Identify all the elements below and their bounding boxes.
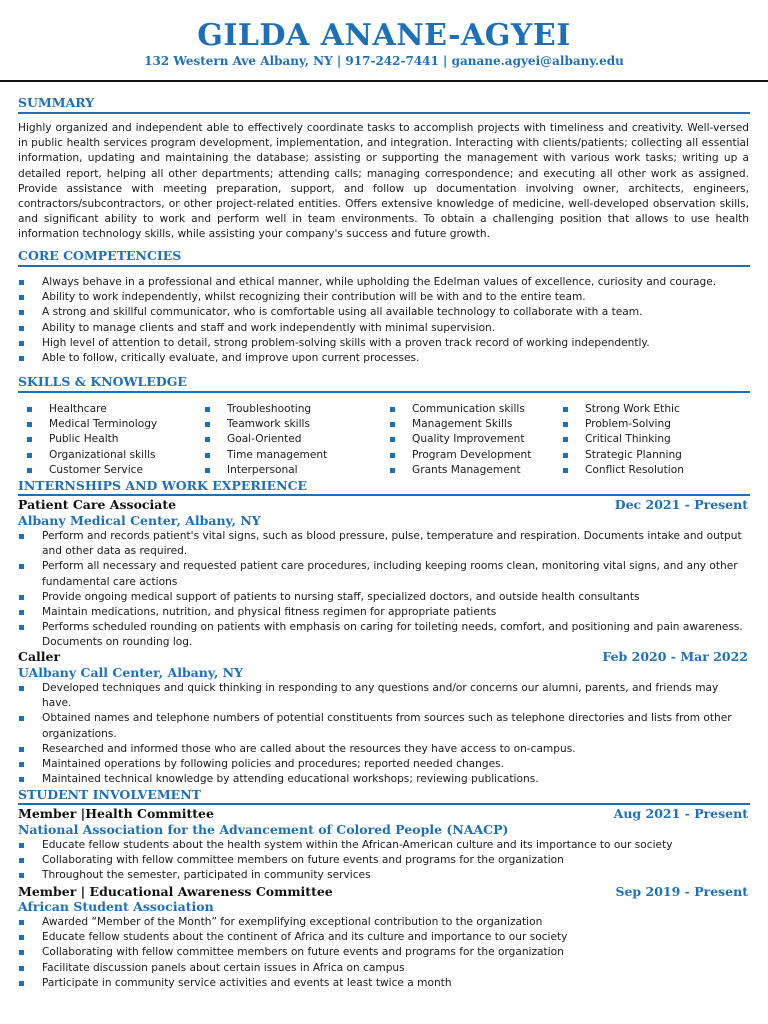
bullet-icon [390,437,395,442]
list-item: Developed techniques and quick thinking in responding to any questions and/or concerns our alumni, parents, and friends may have. [18,681,750,711]
bullet-icon [19,356,24,361]
bullet-icon [19,564,24,569]
role-organization: National Association for the Advancement of Colored People (NAACP) [18,822,509,837]
bullet-icon [19,326,24,331]
skills-heading: SKILLS & KNOWLEDGE [18,374,187,389]
list-item: Strong Work Ethic [561,402,684,417]
list-item: Provide ongoing medical support of patients to nursing staff, specialized doctors, and outside health consultants [18,590,750,605]
bullet-icon [19,595,24,600]
list-item: Facilitate discussion panels about certain issues in Africa on campus [18,961,750,976]
list-item: Maintain medications, nutrition, and physical fitness regimen for appropriate patients [18,605,750,620]
bullet-icon [19,873,24,878]
experience-heading: INTERNSHIPS AND WORK EXPERIENCE [18,478,308,493]
list-item: Always behave in a professional and ethical manner, while upholding the Edelman values of excellence, curiosity and courage. [18,275,750,290]
list-item: Participate in community service activities and events at least twice a month [18,976,750,991]
bullet-icon [27,437,32,442]
bullet-icon [390,453,395,458]
bullet-icon [19,534,24,539]
list-item: Ability to manage clients and staff and work independently with minimal supervision. [18,321,750,336]
skills-column-4 [561,402,684,478]
bullet-icon [19,716,24,721]
involvement-rule [18,803,750,805]
summary-heading: SUMMARY [18,95,95,110]
list-item: Interpersonal [203,463,327,478]
skills-rule [18,391,750,393]
resume-name: GILDA ANANE-AGYEI [197,18,571,53]
list-item: Public Health [25,432,157,447]
core-competencies-rule [18,265,750,267]
skills-column-2 [203,402,327,478]
list-item: Strategic Planning [561,448,684,463]
core-competencies-heading: CORE COMPETENCIES [18,248,182,263]
bullet-icon [27,453,32,458]
role-bullets [18,838,750,884]
list-item: Educate fellow students about the health system within the African-American culture and its importance to our society [18,838,750,853]
skills-column-1 [25,402,157,478]
bullet-icon [563,407,568,412]
list-item: Healthcare [25,402,157,417]
header-divider [0,80,768,82]
list-item: Obtained names and telephone numbers of potential constituents from sources such as telephone directories and lists from other organizations. [18,711,750,741]
list-item: Goal-Oriented [203,432,327,447]
list-item: High level of attention to detail, strong problem-solving skills with a proven track record of working independently. [18,336,750,351]
list-item: Quality Improvement [388,432,531,447]
list-item: Throughout the semester, participated in community services [18,868,750,883]
list-item: Management Skills [388,417,531,432]
job-date: Dec 2021 - Present [614,497,748,512]
role-title: Member | Educational Awareness Committee [18,884,333,899]
skills-column-3 [388,402,531,478]
list-item: Collaborating with fellow committee members on future events and programs for the organization [18,853,750,868]
list-item: Awarded “Member of the Month” for exemplifying exceptional contribution to the organization [18,915,750,930]
list-item: Critical Thinking [561,432,684,447]
bullet-icon [563,468,568,473]
role-bullets [18,915,750,991]
bullet-icon [19,920,24,925]
bullet-icon [19,981,24,986]
bullet-icon [205,437,210,442]
list-item: Able to follow, critically evaluate, and improve upon current processes. [18,351,750,366]
job-organization: Albany Medical Center, Albany, NY [18,513,261,528]
list-item: Troubleshooting [203,402,327,417]
list-item: Medical Terminology [25,417,157,432]
experience-rule [18,494,750,496]
bullet-icon [19,280,24,285]
list-item: A strong and skillful communicator, who is comfortable using all available technology to collaborate with a team. [18,305,750,320]
list-item: Customer Service [25,463,157,478]
bullet-icon [563,437,568,442]
involvement-heading: STUDENT INVOLVEMENT [18,787,201,802]
list-item: Teamwork skills [203,417,327,432]
bullet-icon [27,407,32,412]
bullet-icon [27,422,32,427]
bullet-icon [19,966,24,971]
list-item: Conflict Resolution [561,463,684,478]
list-item: Perform and records patient's vital signs, such as blood pressure, pulse, temperature and respiration. Documents intake and output and other data as required. [18,529,750,559]
bullet-icon [390,468,395,473]
list-item: Time management [203,448,327,463]
job-date: Feb 2020 - Mar 2022 [602,649,748,664]
job-title: Patient Care Associate [18,497,177,512]
bullet-icon [563,422,568,427]
bullet-icon [205,468,210,473]
job-title: Caller [18,649,61,664]
bullet-icon [19,625,24,630]
list-item: Problem-Solving [561,417,684,432]
bullet-icon [19,777,24,782]
bullet-icon [19,747,24,752]
bullet-icon [27,468,32,473]
list-item: Performs scheduled rounding on patients with emphasis on caring for toileting needs, comfort, and positioning and pain awareness. Documents on rounding log. [18,620,750,650]
core-competencies-list [18,275,750,366]
role-organization: African Student Association [18,899,214,914]
job-bullets [18,681,750,787]
bullet-icon [19,686,24,691]
contact-line: 132 Western Ave Albany, NY | 917-242-7441 | ganane.agyei@albany.edu [144,54,624,68]
bullet-icon [19,341,24,346]
bullet-icon [390,407,395,412]
list-item: Maintained technical knowledge by attending educational workshops; reviewing publications. [18,772,750,787]
job-organization: UAlbany Call Center, Albany, NY [18,665,243,680]
summary-rule [18,112,750,114]
bullet-icon [19,858,24,863]
role-date: Aug 2021 - Present [613,806,748,821]
bullet-icon [19,762,24,767]
summary-text: Highly organized and independent able to effectively coordinate tasks to accomplish projects with timeliness and creativity. Well-versed in public health services program development, implementation, and integration. Interacting with clients/patients; collecting all essential information, updating and maintaining the database; assisting or supporting the management with various work tasks; writing up a detailed report, helping all other departments; attending calls; managing correspondence; and executing all other work as assigned. Provide assistance with meeting preparation, support, and follow up documentation involving owner, architects, engineers, contractors/subcontractors, or other project-related entities. Offers extensive knowledge of medicine, well-developed observation skills, and significant ability to work and perform well in team environments. To obtain a challenging position that allows to use health information technology skills, while assisting your company's success and future growth. [18,122,749,241]
list-item: Ability to work independently, whilst recognizing their contribution will be with and to the entire team. [18,290,750,305]
bullet-icon [19,310,24,315]
list-item: Communication skills [388,402,531,417]
bullet-icon [205,407,210,412]
bullet-icon [19,295,24,300]
bullet-icon [19,610,24,615]
list-item: Collaborating with fellow committee members on future events and programs for the organization [18,945,750,960]
bullet-icon [19,935,24,940]
job-bullets [18,529,750,651]
list-item: Organizational skills [25,448,157,463]
bullet-icon [390,422,395,427]
list-item: Grants Management [388,463,531,478]
role-title: Member |Health Committee [18,806,214,821]
list-item: Educate fellow students about the continent of Africa and its culture and importance to our society [18,930,750,945]
bullet-icon [563,453,568,458]
role-date: Sep 2019 - Present [615,884,748,899]
list-item: Maintained operations by following policies and procedures; reported needed changes. [18,757,750,772]
bullet-icon [19,843,24,848]
bullet-icon [205,453,210,458]
bullet-icon [19,950,24,955]
list-item: Program Development [388,448,531,463]
list-item: Perform all necessary and requested patient care procedures, including keeping rooms clean, monitoring vital signs, and any other fundamental care actions [18,559,750,589]
bullet-icon [205,422,210,427]
list-item: Researched and informed those who are called about the resources they have access to on-campus. [18,742,750,757]
